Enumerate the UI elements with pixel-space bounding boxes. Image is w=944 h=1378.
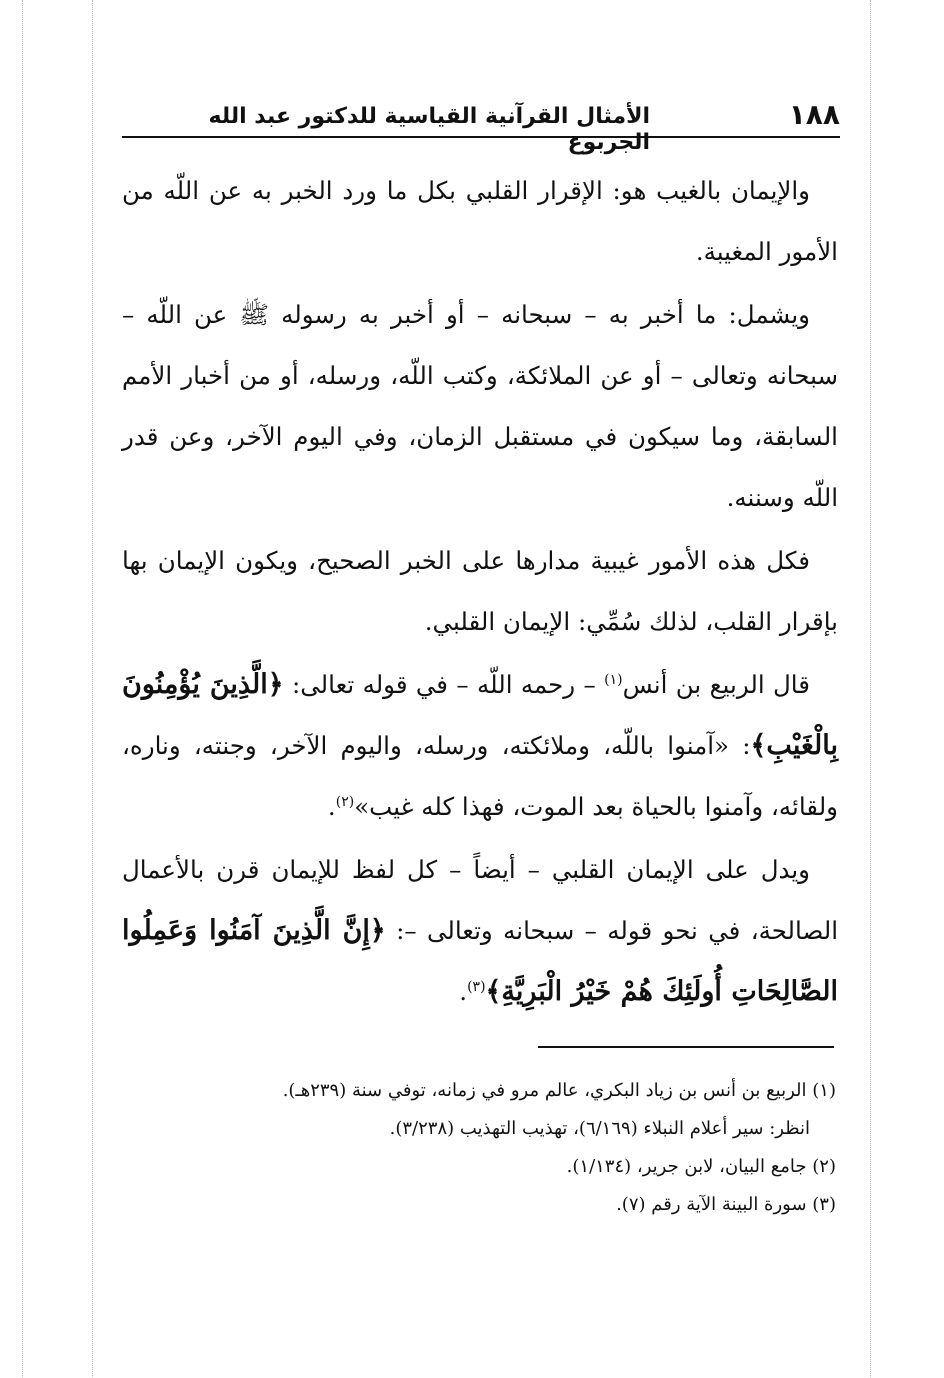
rabi-intro: قال الربيع بن أنس [622,670,810,699]
scan-dot-line-left [92,0,93,1378]
quran-verse-ghayb: ﴿الَّذِينَ يُؤْمِنُونَ بِالْغَيْبِ﴾ [122,669,838,761]
footnote-ref-2: (٢) [335,793,355,810]
paragraph-iman-definition: والإيمان بالغيب هو: الإقرار القلبي بكل ما ورد الخبر به عن اللّه من الأمور المغيبة. [122,176,838,266]
paragraph-scope: ويشمل: ما أخبر به – سبحانه – أو أخبر به رسوله ﷺ عن اللّه – سبحانه وتعالى – أو عن الملائكة، وكتب اللّه، ورسله، أو من أخبار الأمم السابقة، وما سيكون في مستقبل الزمان، وفي اليوم الآخر، وعن قدر اللّه وسننه. [122,300,838,512]
page-number: ١٨٨ [788,98,840,131]
rabi-quote: : «آمنوا باللّه، وملائكته، ورسله، واليوم الآخر، وجنته، وناره، ولقائه، وآمنوا بالحياة بعد الموت، فهذا كله غيب» [122,731,838,821]
deeds-intro: ويدل على الإيمان القلبي – أيضاً – كل لفظ للإيمان قرن بالأعمال الصالحة، في نحو قوله – سبحانه وتعالى –: [122,855,838,945]
footnote-ref-3: (٣) [467,978,486,995]
rabi-end: . [327,792,336,821]
paragraph-deeds [122,839,838,1022]
paragraph-ghaybiyya: فكل هذه الأمور غيبية مدارها على الخبر الصحيح، ويكون الإيمان بها بإقرار القلب، لذلك سُمِّي: الإيمان القلبي. [122,546,838,636]
footnote-1-reference: انظر: سير أعلام النبلاء (٦/١٦٩)، تهذيب التهذيب (٣/٢٣٨). [389,1118,810,1139]
footnotes [150,1072,836,1224]
deeds-end: . [459,977,468,1006]
footnote-ref-1: (١) [604,671,623,688]
quran-verse-bayyina: ﴿إِنَّ الَّذِينَ آمَنُوا وَعَمِلُوا الصَّالِحَاتِ أُولَئِكَ هُمْ خَيْرُ الْبَرِيَّةِ﴾ [122,915,838,1007]
running-title: الأمثال القرآنية القياسية للدكتور عبد الله الجربوع [208,104,650,155]
main-text [122,160,838,1024]
scan-dot-line-right [870,0,871,1378]
footnote-divider [538,1046,834,1048]
footnote-2: (٢) جامع البيان، لابن جرير، (١/١٣٤). [566,1156,836,1177]
paragraph-rabi-quote [122,654,838,837]
rabi-mid: – رحمه اللّه – في قوله تعالى: [283,670,605,699]
scan-dot-line-edge [22,0,23,1378]
footnote-3: (٣) سورة البينة الآية رقم (٧). [616,1194,836,1215]
footnote-1: (١) الربيع بن أنس بن زياد البكري، عالم مرو في زمانه، توفي سنة (٢٣٩هـ). [282,1080,836,1101]
page-header [122,96,840,155]
